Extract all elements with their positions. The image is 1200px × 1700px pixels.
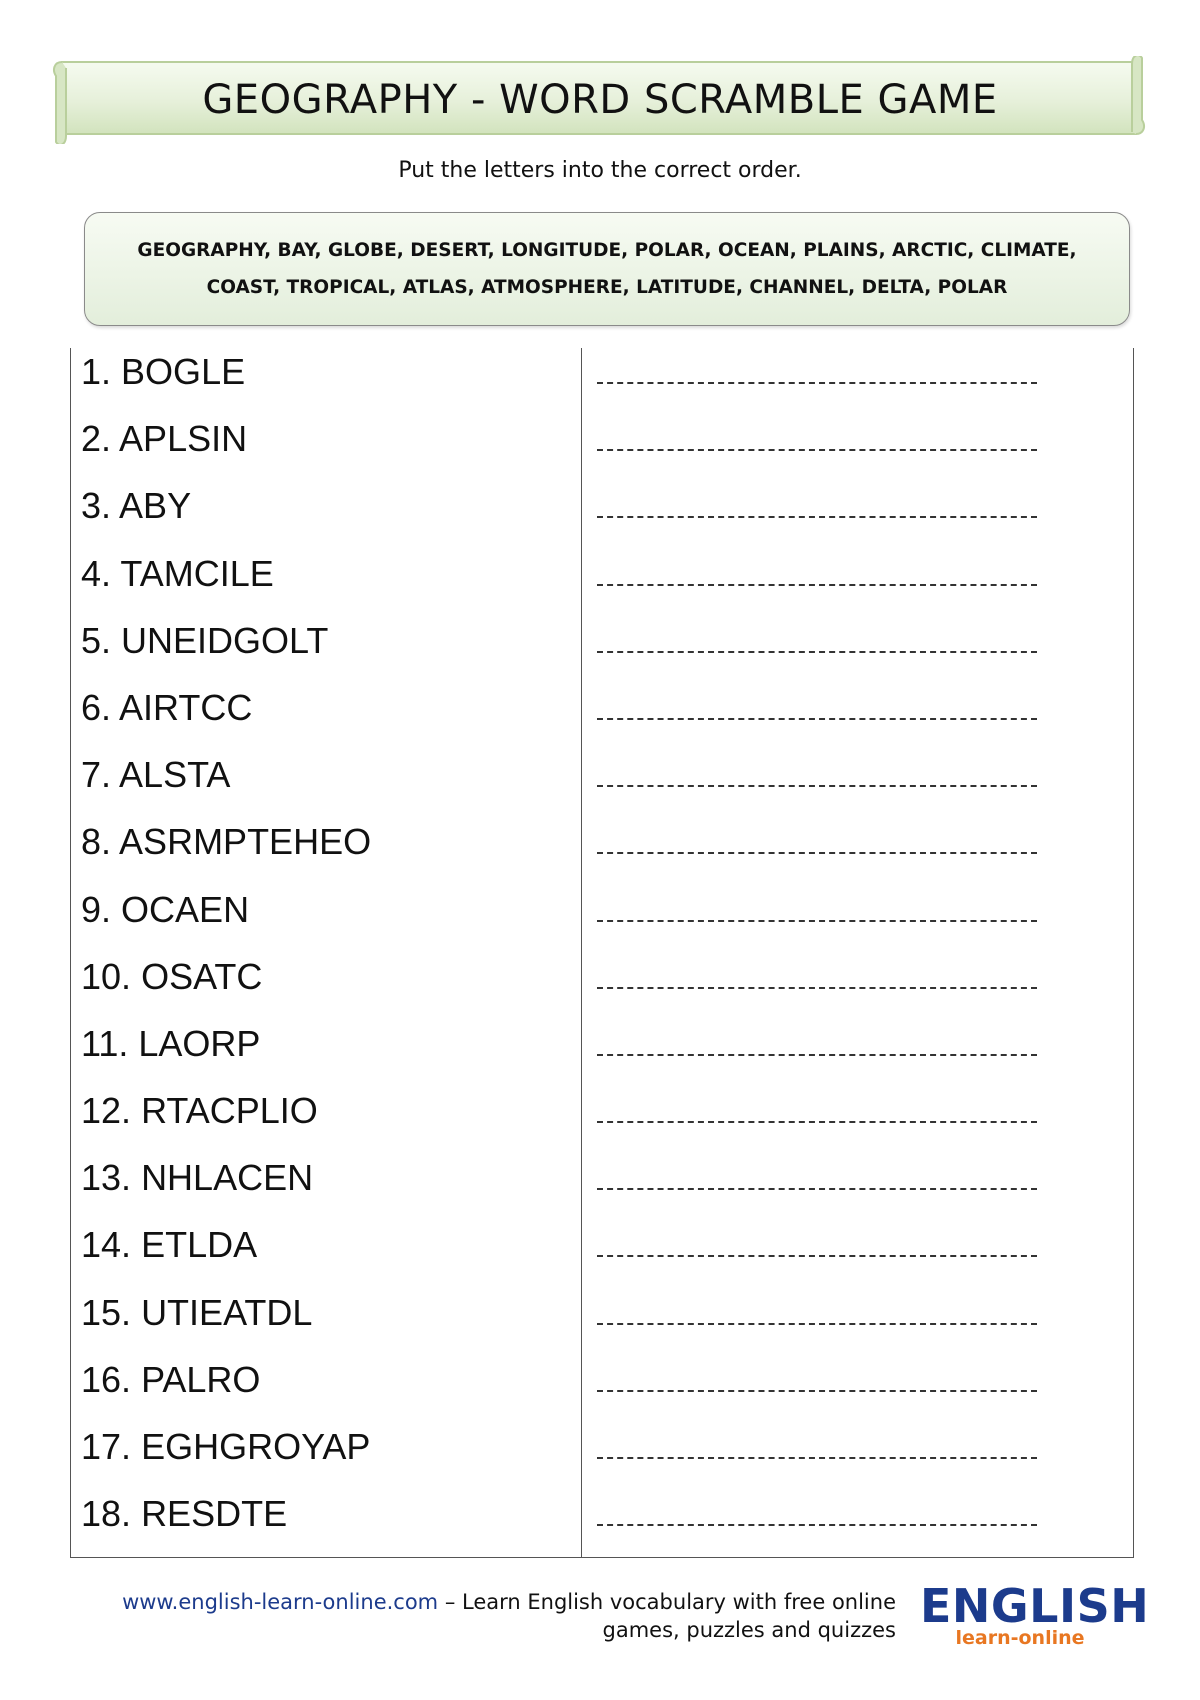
puzzle-row — [71, 1490, 1133, 1557]
scrambled-letters: TAMCILE — [120, 552, 274, 594]
answer-line[interactable] — [597, 987, 1037, 989]
puzzle-number: 11. — [81, 1022, 129, 1064]
puzzle-row — [71, 886, 1133, 953]
puzzle-row — [71, 1087, 1133, 1154]
puzzle-number: 2. — [81, 418, 112, 460]
scrambled-letters: NHLACEN — [141, 1157, 314, 1199]
scrambled-word — [81, 1221, 257, 1288]
puzzle-number: 16. — [81, 1358, 132, 1400]
scrambled-word — [81, 1423, 370, 1490]
footer-tagline-line2: games, puzzles and quizzes — [602, 1618, 896, 1642]
footer-text — [122, 1588, 896, 1644]
puzzle-row — [71, 818, 1133, 885]
puzzle-row — [71, 1020, 1133, 1087]
answer-line[interactable] — [597, 1255, 1037, 1257]
answer-line[interactable] — [597, 1323, 1037, 1325]
answer-line[interactable] — [597, 516, 1037, 518]
word-bank-list: GEOGRAPHY, BAY, GLOBE, DESERT, LONGITUDE, POLAR, OCEAN, PLAINS, ARCTIC, CLIMATE, COAST, TROPICAL, ATLAS, ATMOSPHERE, LATITUDE, CHANNEL, DELTA, POLAR — [137, 240, 1077, 298]
scrambled-word — [81, 818, 371, 885]
scrambled-word — [81, 617, 328, 684]
page-title: GEOGRAPHY - WORD SCRAMBLE GAME — [202, 77, 998, 123]
scrambled-letters: EGHGROYAP — [141, 1426, 371, 1467]
logo-main-text: ENGLISH — [920, 1579, 1150, 1633]
scrambled-word — [81, 1289, 312, 1356]
scrambled-word — [81, 684, 252, 751]
puzzle-row — [71, 617, 1133, 684]
puzzle-row — [71, 953, 1133, 1020]
footer-tagline-line1: – Learn English vocabulary with free online — [438, 1590, 896, 1614]
logo-sub-text: learn-online — [955, 1627, 1085, 1649]
puzzle-row — [71, 482, 1133, 549]
scrambled-word — [81, 1490, 287, 1557]
scrambled-letters: APLSIN — [119, 418, 248, 460]
answer-line[interactable] — [597, 1188, 1037, 1190]
scrambled-letters: BOGLE — [121, 351, 246, 392]
puzzle-row — [71, 1221, 1133, 1288]
scrambled-letters: AIRTCC — [119, 686, 253, 728]
scrambled-letters: OCAEN — [121, 888, 250, 930]
footer-website-link[interactable]: www.english-learn-online.com — [122, 1590, 439, 1614]
answer-line[interactable] — [597, 920, 1037, 922]
puzzle-number: 15. — [81, 1291, 132, 1333]
puzzle-number: 9. — [81, 888, 112, 930]
puzzle-number: 7. — [81, 754, 112, 796]
scrambled-word — [81, 1154, 313, 1221]
puzzle-number: 13. — [81, 1157, 132, 1199]
scrambled-word — [81, 482, 191, 549]
scrambled-letters: UNEIDGOLT — [121, 619, 329, 661]
puzzle-row — [71, 348, 1133, 415]
answer-line[interactable] — [597, 718, 1037, 720]
puzzle-row — [71, 1289, 1133, 1356]
scrambled-word — [81, 550, 274, 617]
answer-line[interactable] — [597, 1054, 1037, 1056]
scrambled-letters: OSATC — [141, 955, 263, 997]
scrambled-letters: PALRO — [141, 1358, 261, 1400]
answer-line[interactable] — [597, 1121, 1037, 1123]
answer-line[interactable] — [597, 852, 1037, 854]
puzzle-number: 18. — [81, 1493, 132, 1535]
scrambled-word — [81, 1356, 260, 1423]
puzzle-number: 5. — [81, 619, 112, 661]
title-banner — [52, 56, 1148, 144]
puzzle-number: 12. — [81, 1090, 132, 1132]
instruction-text: Put the letters into the correct order. — [398, 158, 802, 183]
puzzle-number: 6. — [81, 686, 112, 728]
answer-line[interactable] — [597, 1524, 1037, 1526]
scrambled-word — [81, 1087, 318, 1154]
answer-line[interactable] — [597, 1457, 1037, 1459]
scrambled-letters: ABY — [119, 485, 192, 527]
puzzle-row — [71, 1356, 1133, 1423]
scrambled-word — [81, 348, 245, 415]
english-learn-online-logo — [920, 1579, 1150, 1652]
scrambled-word — [81, 751, 230, 818]
word-bank — [84, 212, 1130, 326]
puzzle-number: 3. — [81, 485, 112, 527]
puzzle-table — [70, 348, 1134, 1558]
puzzle-number: 10. — [81, 955, 132, 997]
answer-line[interactable] — [597, 785, 1037, 787]
puzzle-row — [71, 684, 1133, 751]
answer-line[interactable] — [597, 584, 1037, 586]
scrambled-word — [81, 1020, 260, 1087]
answer-line[interactable] — [597, 449, 1037, 451]
answer-line[interactable] — [597, 651, 1037, 653]
answer-line[interactable] — [597, 382, 1037, 384]
scrambled-word — [81, 953, 262, 1020]
puzzle-row — [71, 751, 1133, 818]
puzzle-number: 1. — [81, 351, 112, 392]
puzzle-row — [71, 415, 1133, 482]
scrambled-letters: RESDTE — [141, 1493, 288, 1535]
puzzle-row — [71, 1423, 1133, 1490]
scrambled-letters: UTIEATDL — [141, 1291, 313, 1333]
scrambled-letters: LAORP — [138, 1022, 261, 1064]
puzzle-number: 14. — [81, 1224, 132, 1266]
scrambled-letters: ALSTA — [119, 754, 231, 796]
puzzle-rows — [71, 348, 1133, 1557]
scrambled-letters: ETLDA — [141, 1224, 258, 1266]
answer-line[interactable] — [597, 1390, 1037, 1392]
puzzle-number: 8. — [81, 821, 112, 863]
scrambled-letters: RTACPLIO — [141, 1090, 318, 1132]
puzzle-row — [71, 1154, 1133, 1221]
puzzle-number: 4. — [81, 552, 112, 594]
puzzle-row — [71, 550, 1133, 617]
puzzle-number: 17. — [81, 1426, 132, 1467]
scrambled-word — [81, 415, 247, 482]
scrambled-word — [81, 886, 249, 953]
scrambled-letters: ASRMPTEHEO — [119, 821, 372, 863]
